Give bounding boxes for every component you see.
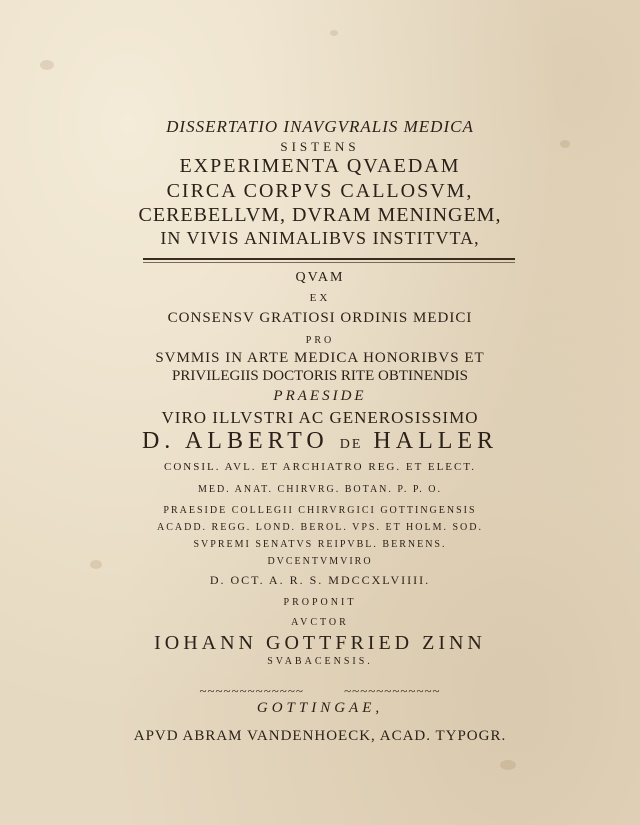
title-rule xyxy=(143,258,515,260)
title-line-4: CIRCA CORPVS CALLOSVM, xyxy=(166,180,474,202)
supremi-line: SVPREMI SENATVS REIPVBL. BERNENS. xyxy=(193,539,447,550)
acadd-line: ACADD. REGG. LOND. BEROL. VPS. ET HOLM. SOD. xyxy=(157,522,483,533)
auctor-label: AVCTOR xyxy=(291,617,349,628)
quam-line: QVAM xyxy=(295,270,345,285)
ex-line: EX xyxy=(309,292,331,304)
viro-line: VIRO ILLVSTRI AC GENEROSISSIMO xyxy=(161,408,479,427)
ducentumviro-line: DVCENTVMVIRO xyxy=(267,556,373,567)
ornament-right: ~~~~~~~~~~~~ xyxy=(344,683,441,698)
title-line-2: SISTENS xyxy=(280,139,360,154)
praeses-name-particle: DE xyxy=(339,437,363,452)
collegii-line: PRAESIDE COLLEGII CHIRVRGICI GOTTINGENSIS xyxy=(163,505,477,516)
praeside-line: PRAESIDE xyxy=(273,388,367,404)
consensu-line: CONSENSV GRATIOSI ORDINIS MEDICI xyxy=(167,310,473,326)
foxing-spot xyxy=(330,30,338,36)
praeses-name-first: D. ALBERTO xyxy=(141,428,329,454)
imprint-publisher: APVD ABRAM VANDENHOECK, ACAD. TYPOGR. xyxy=(133,728,507,744)
author-name: IOHANN GOTTFRIED ZINN xyxy=(154,632,486,654)
proponit-line: PROPONIT xyxy=(283,597,357,608)
author-origin: SVABACENSIS. xyxy=(267,656,373,667)
title-line-6: IN VIVIS ANIMALIBVS INSTITVTA, xyxy=(160,228,480,248)
foxing-spot xyxy=(500,760,516,770)
consil-line: CONSIL. AVL. ET ARCHIATRO REG. ET ELECT. xyxy=(163,461,477,473)
ornament-left: ~~~~~~~~~~~~~ xyxy=(199,683,304,698)
title-line-5: CEREBELLVM, DVRAM MENINGEM, xyxy=(138,204,502,226)
imprint-place: GOTTINGAE, xyxy=(256,700,384,716)
pro-line: PRO xyxy=(305,335,335,346)
printers-ornament xyxy=(0,683,640,699)
praeses-name-last: HALLER xyxy=(373,428,499,454)
praeses-name xyxy=(0,428,640,455)
summis-line: SVMMIS IN ARTE MEDICA HONORIBVS ET xyxy=(155,350,485,366)
privilegiis-line: PRIVILEGIIS DOCTORIS RITE OBTINENDIS xyxy=(172,368,468,384)
foxing-spot xyxy=(40,60,54,70)
med-line: MED. ANAT. CHIRVRG. BOTAN. P. P. O. xyxy=(197,484,443,495)
date-line: D. OCT. A. R. S. MDCCXLVIIII. xyxy=(209,573,431,587)
title-line-3: EXPERIMENTA QVAEDAM xyxy=(179,155,461,177)
title-line-1: DISSERTATIO INAVGVRALIS MEDICA xyxy=(166,117,474,136)
